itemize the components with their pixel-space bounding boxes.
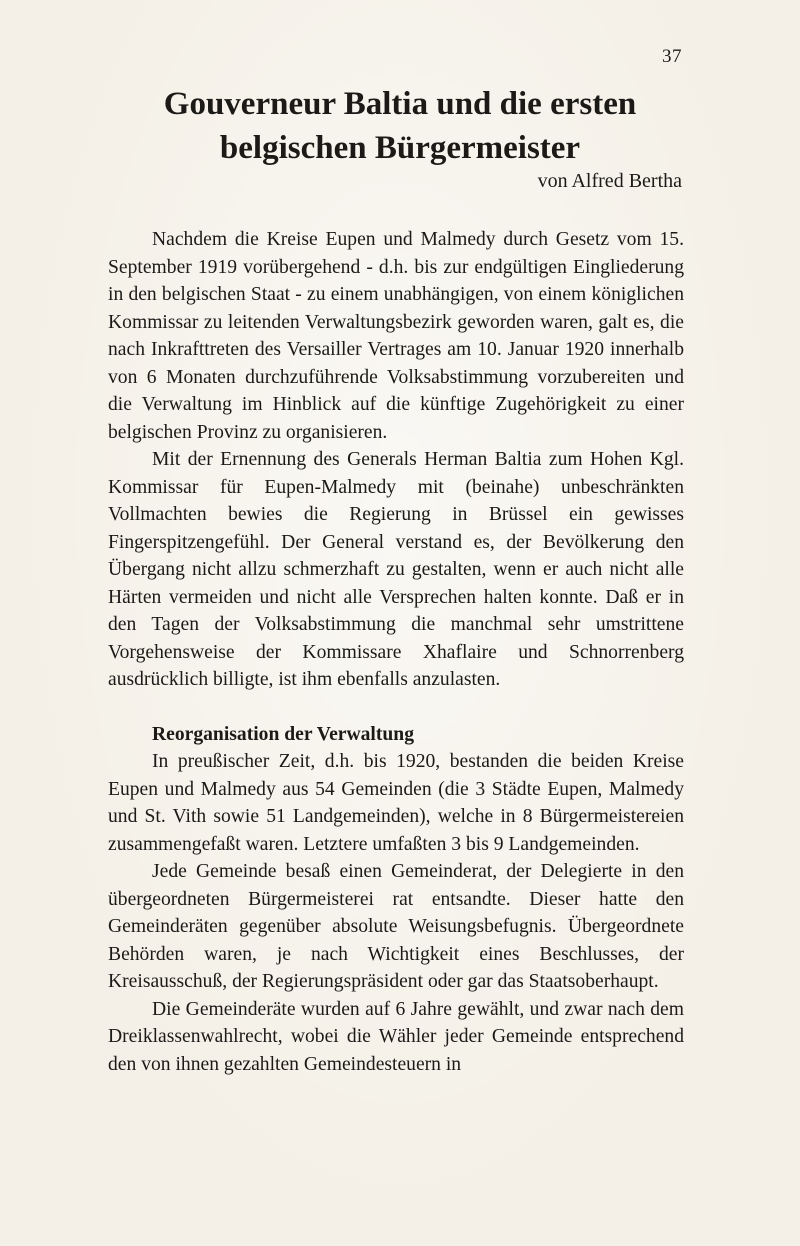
section-paragraph-3: Die Gemeinderäte wurden auf 6 Jahre gewählt, und zwar nach dem Dreiklassenwahlrecht, wobei die Wähler jeder Gemeinde entsprechend den von ihnen gezahlten Gemeindesteuern in: [108, 998, 684, 1075]
article-title: [100, 82, 700, 170]
paragraph-1: Nachdem die Kreise Eupen und Malmedy durch Gesetz vom 15. September 1919 vorübergehend - d.h. bis zur endgültigen Eingliederung in den belgischen Staat - zu einem unabhängigen, von einem königlichen Kommissar zu leitenden Verwaltungsbezirk geworden waren, galt es, die nach Inkrafttreten des Versailler Vertrages am 10. Januar 1920 innerhalb von 6 Monaten durchzuführende Volksabstimmung vorzubereiten und die Verwaltung im Hinblick auf die künftige Zugehörigkeit zu einer belgischen Provinz zu organisieren.: [108, 229, 684, 443]
article-author: von Alfred Bertha: [537, 170, 682, 192]
section-heading: Reorganisation der Verwaltung: [152, 723, 414, 745]
section-paragraph-1: In preußischer Zeit, d.h. bis 1920, bestanden die beiden Kreise Eupen und Malmedy aus 54 Gemeinden (die 3 Städte Eupen, Malmedy und St. Vith sowie 51 Landgemeinden), welche in 8 Bürgermeistereien zusammengefaßt waren. Letztere umfaßten 3 bis 9 Landgemeinden.: [108, 751, 684, 855]
page-number: 37: [662, 46, 682, 67]
paragraph-2: Mit der Ernennung des Generals Herman Baltia zum Hohen Kgl. Kommissar für Eupen-Malmedy mit (beinahe) unbeschränkten Vollmachten bewies die Regierung in Brüssel ein gewisses Fingerspitzengefühl. Der General verstand es, der Bevölkerung den Übergang nicht allzu schmerzhaft zu gestalten, wenn er auch nicht alle Härten vermeiden und nicht alle Versprechen halten konnte. Daß er in den Tagen der Volksabstimmung die manchmal sehr umstrittene Vorgehensweise der Kommissare Xhaflaire und Schnorrenberg ausdrücklich billigte, ist ihm ebenfalls anzulasten.: [108, 449, 684, 690]
section-paragraph-2: Jede Gemeinde besaß einen Gemeinderat, der Delegierte in den übergeordneten Bürgermeisterei rat entsandte. Dieser hatte den Gemeinderäten gegenüber absolute Weisungsbefugnis. Übergeordnete Behörden waren, je nach Wichtigkeit eines Beschlusses, der Kreisausschuß, der Regierungspräsident oder gar das Staatsoberhaupt.: [108, 861, 684, 992]
article-title-line-2: belgischen Bürgermeister: [219, 130, 581, 166]
article-body: [108, 226, 684, 1078]
article-title-line-1: Gouverneur Baltia und die ersten: [163, 86, 637, 122]
